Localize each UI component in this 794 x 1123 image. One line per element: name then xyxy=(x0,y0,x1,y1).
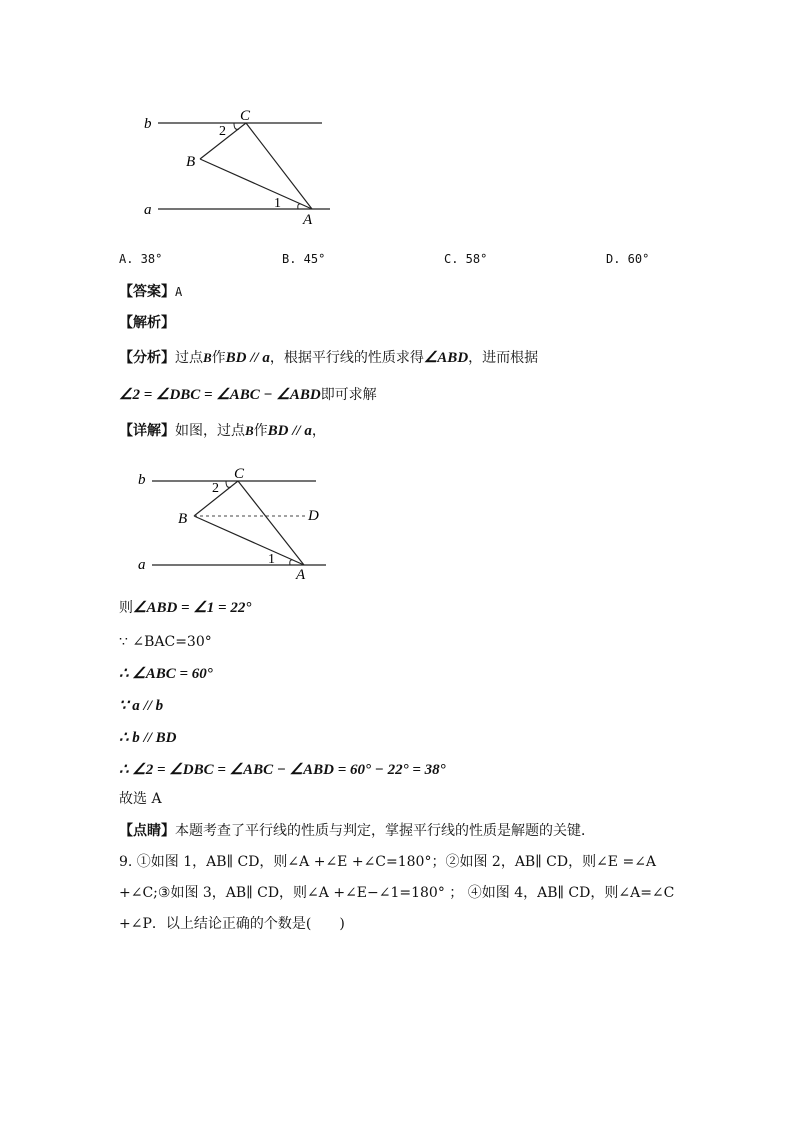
step-4: ∵ a // b xyxy=(119,698,164,714)
fenxi-math-2: ∠ABD xyxy=(423,350,469,366)
dianjing-text: 本题考查了平行线的性质与判定，掌握平行线的性质是解题的关键． xyxy=(175,823,595,839)
label-a-point: A xyxy=(296,567,306,583)
xiangjie-math: BD // a xyxy=(267,423,312,439)
label-angle-2: 2 xyxy=(219,124,226,139)
label-b: b xyxy=(138,472,146,488)
question-9-line-1: 9. ①如图 1，AB∥ CD，则∠A +∠E +∠C=180°；②如图 2，AB∥ CD，则∠E =∠A xyxy=(119,854,657,870)
step-1-math: ∠ABD = ∠1 = 22° xyxy=(133,600,252,616)
fenxi-text-1: 过点 xyxy=(175,350,203,366)
fenxi-line xyxy=(119,349,538,367)
geometry-figure-1 xyxy=(130,100,350,230)
angle-1-arc xyxy=(290,560,293,565)
fenxi-formula: ∠2 = ∠DBC = ∠ABC − ∠ABD xyxy=(119,387,321,403)
label-d-point: D xyxy=(308,508,319,524)
option-b: B. 45° xyxy=(282,252,326,266)
fenxi-line-2 xyxy=(119,386,377,404)
xiangjie-text-3: ， xyxy=(311,423,326,439)
dianjing-tag: 【点睛】 xyxy=(119,823,175,839)
step-3: ∴ ∠ABC = 60° xyxy=(119,666,213,682)
label-b-point: B xyxy=(186,154,196,170)
label-angle-1: 1 xyxy=(268,552,275,567)
xiangjie-line xyxy=(119,422,326,440)
option-c: C. 58° xyxy=(444,252,488,266)
step-2: ∵ ∠BAC=30° xyxy=(119,634,212,650)
step-6: ∴ ∠2 = ∠DBC = ∠ABC − ∠ABD = 60° − 22° = 38° xyxy=(119,762,446,778)
question-9-line-3: +∠P．以上结论正确的个数是( ) xyxy=(119,916,345,932)
fenxi-tag: 【分析】 xyxy=(119,350,175,366)
fenxi-text-2: 作 xyxy=(211,350,226,366)
label-b-point: B xyxy=(178,511,188,527)
label-a-point: A xyxy=(303,212,313,228)
xiangjie-point: B xyxy=(245,423,254,438)
geometry-figure-2 xyxy=(130,462,350,586)
label-c: C xyxy=(240,108,251,124)
fenxi-text-3: ，根据平行线的性质求得 xyxy=(269,350,424,366)
dianjing-line xyxy=(119,822,595,840)
label-b: b xyxy=(144,116,152,132)
segment-ba xyxy=(194,516,304,565)
label-a: a xyxy=(144,202,152,218)
analysis-heading: 【解析】 xyxy=(119,315,175,331)
label-a: a xyxy=(138,557,146,573)
answer-line xyxy=(119,283,182,301)
xiangjie-text-1: 如图，过点 xyxy=(175,423,245,439)
angle-1-arc xyxy=(298,204,301,209)
label-c: C xyxy=(234,466,245,482)
step-1 xyxy=(119,599,251,617)
xiangjie-tag: 【详解】 xyxy=(119,423,175,439)
step-5: ∴ b // BD xyxy=(119,730,177,746)
xiangjie-text-2: 作 xyxy=(253,423,268,439)
answer-value: A xyxy=(175,285,183,299)
label-angle-1: 1 xyxy=(274,196,281,211)
option-d: D. 60° xyxy=(606,252,650,266)
segment-ba xyxy=(200,159,312,209)
fenxi-conclusion: 即可求解 xyxy=(320,387,377,403)
fenxi-point: B xyxy=(203,350,212,365)
label-angle-2: 2 xyxy=(212,481,219,496)
fenxi-math-1: BD // a xyxy=(225,350,270,366)
question-9-line-2: +∠C;③如图 3，AB∥ CD，则∠A +∠E−∠1=180° ； ④如图 4，AB∥ CD，则∠A=∠C xyxy=(119,885,675,901)
answer-tag: 【答案】 xyxy=(119,284,175,300)
step-1-prefix: 则 xyxy=(119,600,133,616)
option-a: A. 38° xyxy=(119,252,163,266)
fenxi-text-4: ，进而根据 xyxy=(468,350,539,366)
step-7: 故选 A xyxy=(119,791,162,807)
